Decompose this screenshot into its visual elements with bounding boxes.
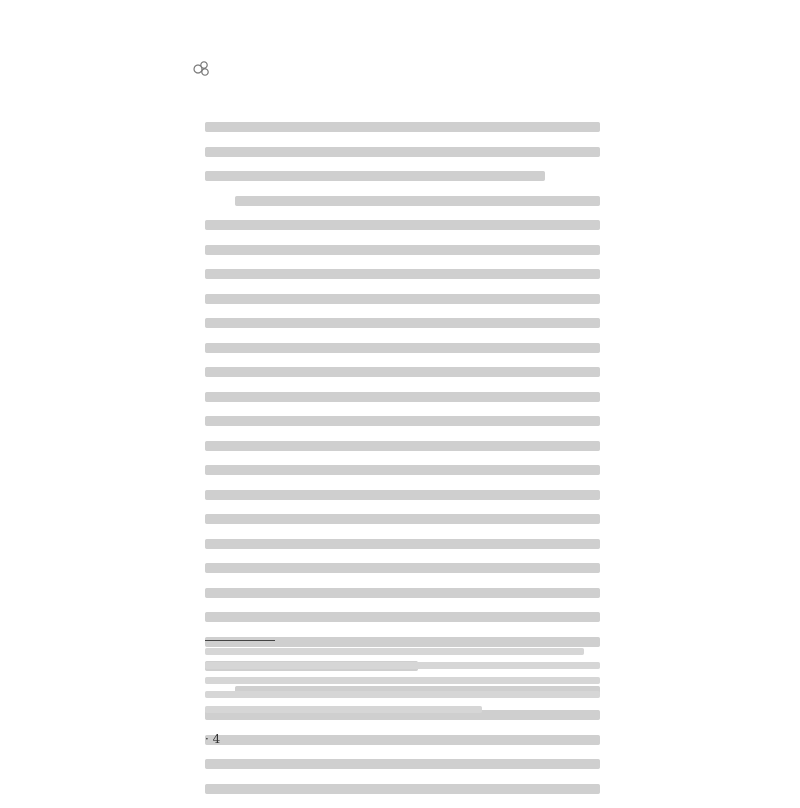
text-line xyxy=(205,490,600,500)
text-line xyxy=(205,539,600,549)
running-header xyxy=(192,57,612,81)
text-line xyxy=(205,343,600,353)
text-line xyxy=(205,465,600,475)
text-line xyxy=(205,122,600,132)
text-line xyxy=(205,318,600,328)
text-line xyxy=(205,514,600,524)
text-line xyxy=(205,441,600,451)
text-line xyxy=(205,759,600,769)
page-number: · 4 xyxy=(205,732,221,746)
footnote-line xyxy=(205,706,482,713)
text-line xyxy=(205,171,545,181)
footnote-line xyxy=(205,662,600,669)
text-line xyxy=(205,563,600,573)
text-line xyxy=(205,588,600,598)
text-line xyxy=(205,612,600,622)
text-line xyxy=(205,637,600,647)
text-line xyxy=(205,294,600,304)
text-line xyxy=(205,367,600,377)
text-line xyxy=(235,196,600,206)
footnote-line xyxy=(205,691,600,698)
footnotes xyxy=(205,648,600,720)
text-line xyxy=(205,269,600,279)
text-line xyxy=(205,784,600,794)
text-line xyxy=(205,392,600,402)
flower-mark-icon xyxy=(192,59,212,79)
text-line xyxy=(205,416,600,426)
footnote-line xyxy=(205,677,600,684)
header-title xyxy=(214,60,614,76)
footnote-divider xyxy=(205,640,275,641)
footnote-line xyxy=(205,648,584,655)
text-line xyxy=(205,735,600,745)
text-line xyxy=(205,147,600,157)
text-line xyxy=(205,220,600,230)
text-line xyxy=(205,245,600,255)
